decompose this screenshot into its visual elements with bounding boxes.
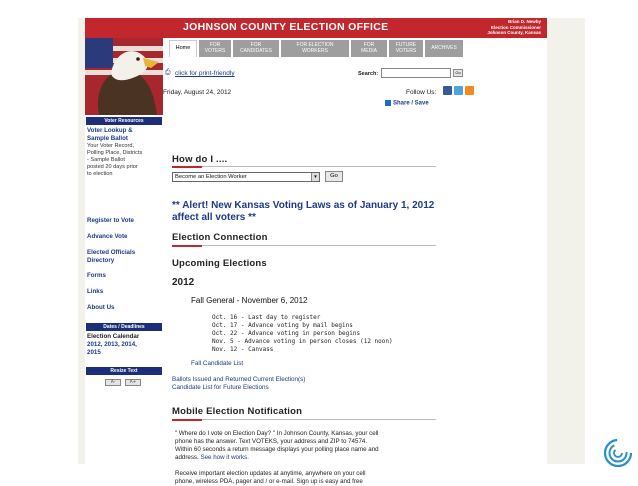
share-save-label: Share / Save <box>393 100 429 107</box>
mobile-notification-heading: Mobile Election Notification <box>172 406 303 417</box>
search-label: Search: <box>358 71 379 77</box>
tab-label: VOTERS <box>395 47 417 54</box>
follow-us-label: Follow Us: <box>406 89 437 96</box>
date-item: Nov. 5 - Advance voting in person closes (12 noon) <box>212 338 393 345</box>
calendar-years-line2: 2015 <box>87 348 101 356</box>
paragraph-line <box>175 454 450 462</box>
tab-for-media[interactable] <box>351 40 387 57</box>
desc-line: Polling Place, Districts <box>87 150 143 156</box>
web-page <box>85 18 547 485</box>
desc-line: - Sample Ballot <box>87 157 125 163</box>
see-how-it-works-link[interactable]: See how it works. <box>200 454 249 461</box>
desc-line: Your Voter Record, <box>87 143 135 149</box>
accent-divider <box>172 245 202 247</box>
main-nav <box>163 38 547 58</box>
date-item: Oct. 17 - Advance voting by mail begins <box>212 322 353 329</box>
search-go-button[interactable]: Go <box>453 69 463 77</box>
date-item: Nov. 12 - Canvass <box>212 346 274 353</box>
voting-law-alert[interactable] <box>172 200 472 224</box>
divider <box>172 245 436 246</box>
divider <box>172 166 436 167</box>
upcoming-elections-heading: Upcoming Elections <box>172 258 267 269</box>
paragraph-line: phone has the answer. Text VOTEKS, your address and ZIP to 74574. <box>175 438 368 445</box>
sidebar <box>85 115 163 464</box>
selected-option: Become an Election Worker <box>175 174 247 180</box>
date-item: Oct. 22 - Advance voting in person begins <box>212 330 361 337</box>
eagle-flag-image <box>85 38 163 115</box>
voter-lookup-line2: Sample Ballot <box>87 134 128 142</box>
alert-line2: affect all voters ** <box>172 212 256 223</box>
commissioner-info <box>487 19 541 36</box>
paragraph-line: Receive important election updates at anytime, anywhere on your cell <box>175 470 366 477</box>
mobile-paragraph-1 <box>175 430 450 462</box>
desc-line: posted 20 days prior <box>87 164 138 170</box>
tab-for-election-workers[interactable] <box>281 40 349 57</box>
tab-for-voters[interactable] <box>199 40 231 57</box>
desc-line: to election <box>87 171 113 177</box>
tab-label: FOR ELECTION <box>296 42 334 48</box>
voter-lookup-description <box>87 143 142 178</box>
election-dates-list <box>212 314 393 354</box>
divider <box>172 419 436 420</box>
how-do-i-go-button[interactable]: Go <box>325 171 343 182</box>
resize-text-heading: Resize Text <box>86 367 162 375</box>
election-connection-heading: Election Connection <box>172 232 268 243</box>
twitter-icon[interactable] <box>454 86 463 95</box>
accent-divider <box>172 419 202 421</box>
sidebar-item-elected-officials[interactable] <box>87 249 135 264</box>
elected-officials-line2: Directory <box>87 256 115 264</box>
tab-label: WORKERS <box>302 47 328 54</box>
tab-label: FOR <box>363 42 375 48</box>
sidebar-item-links[interactable]: Links <box>87 288 104 295</box>
tab-label: CANDIDATES <box>240 47 272 54</box>
mobile-paragraph-2 <box>175 470 450 486</box>
sidebar-item-about-us[interactable]: About Us <box>87 304 115 311</box>
site-banner <box>85 18 547 38</box>
screenshot-frame <box>78 18 585 485</box>
current-date: Friday, August 24, 2012 <box>163 89 232 96</box>
voter-lookup-line1: Voter Lookup & <box>87 127 133 134</box>
share-icon <box>385 100 391 106</box>
printer-icon: ⎙ <box>165 69 171 76</box>
paragraph-line: " Where do I vote on Election Day? " In Johnson County, Kansas, your cell <box>175 430 379 437</box>
elected-officials-line1: Elected Officials <box>87 249 136 256</box>
tab-label: ARCHIVES <box>431 44 457 51</box>
election-calendar-years[interactable] <box>87 341 137 356</box>
future-candidates-link[interactable]: Candidate List for Future Elections <box>172 384 269 391</box>
election-year: 2012 <box>172 277 195 288</box>
sidebar-item-register-to-vote[interactable]: Register to Vote <box>87 217 134 224</box>
paragraph-text: address. <box>175 454 199 461</box>
site-title: JOHNSON COUNTY ELECTION OFFICE <box>183 21 389 33</box>
tab-for-candidates[interactable] <box>233 40 279 57</box>
voter-resources-heading: Voter Resources <box>86 117 162 125</box>
tab-archives[interactable] <box>425 40 463 57</box>
voter-lookup-link[interactable] <box>87 127 133 142</box>
text-smaller-button[interactable]: A- <box>105 379 121 386</box>
paragraph-line: phone, wireless PDA, pager and / or e-mail. Sign up is easy and free <box>175 478 363 485</box>
tab-home[interactable] <box>169 40 197 57</box>
sidebar-item-forms[interactable]: Forms <box>87 272 106 279</box>
tab-label: Home <box>175 45 191 52</box>
alert-line1: ** Alert! New Kansas Voting Laws as of January 1, 2012 <box>172 200 435 211</box>
commissioner-name: Brian D. Newby <box>507 19 541 24</box>
tab-label: VOTERS <box>204 47 226 54</box>
fall-candidate-list-link[interactable]: Fall Candidate List <box>191 360 244 367</box>
county-location: Johnson County, Kansas <box>487 30 541 36</box>
how-do-i-heading: How do I .... <box>172 154 228 165</box>
calendar-years-line1: 2012, 2013, 2014, <box>87 341 137 348</box>
facebook-icon[interactable] <box>443 86 452 95</box>
corner-logo-icon <box>602 437 634 469</box>
dates-deadlines-heading: Dates / Deadlines <box>86 323 162 331</box>
how-do-i-select[interactable] <box>172 172 320 182</box>
text-larger-button[interactable]: A+ <box>125 379 141 386</box>
fall-general-title: Fall General - November 6, 2012 <box>191 296 308 305</box>
tab-label: FOR <box>209 42 221 48</box>
ballots-issued-link[interactable]: Ballots Issued and Returned Current Election(s) <box>172 376 306 383</box>
tab-label: MEDIA <box>361 47 377 54</box>
main-content <box>163 58 547 485</box>
chevron-down-icon: ▼ <box>311 173 319 181</box>
date-item: Oct. 16 - Last day to register <box>212 314 321 321</box>
tab-future-voters[interactable] <box>389 40 423 57</box>
rss-icon[interactable] <box>465 86 474 95</box>
tab-label: FUTURE <box>395 42 417 48</box>
accent-divider <box>172 166 202 168</box>
share-save-button[interactable] <box>385 100 429 107</box>
paragraph-line: Within 60 seconds a return message displays your polling place name and <box>175 446 379 453</box>
search-input[interactable] <box>381 68 451 78</box>
election-calendar-title: Election Calendar <box>87 333 140 340</box>
tab-label: FOR <box>250 42 262 48</box>
print-friendly-link[interactable]: click for print-friendly <box>175 70 235 77</box>
sidebar-item-advance-vote[interactable]: Advance Vote <box>87 233 128 240</box>
commissioner-title: Election Commissioner <box>490 24 541 30</box>
